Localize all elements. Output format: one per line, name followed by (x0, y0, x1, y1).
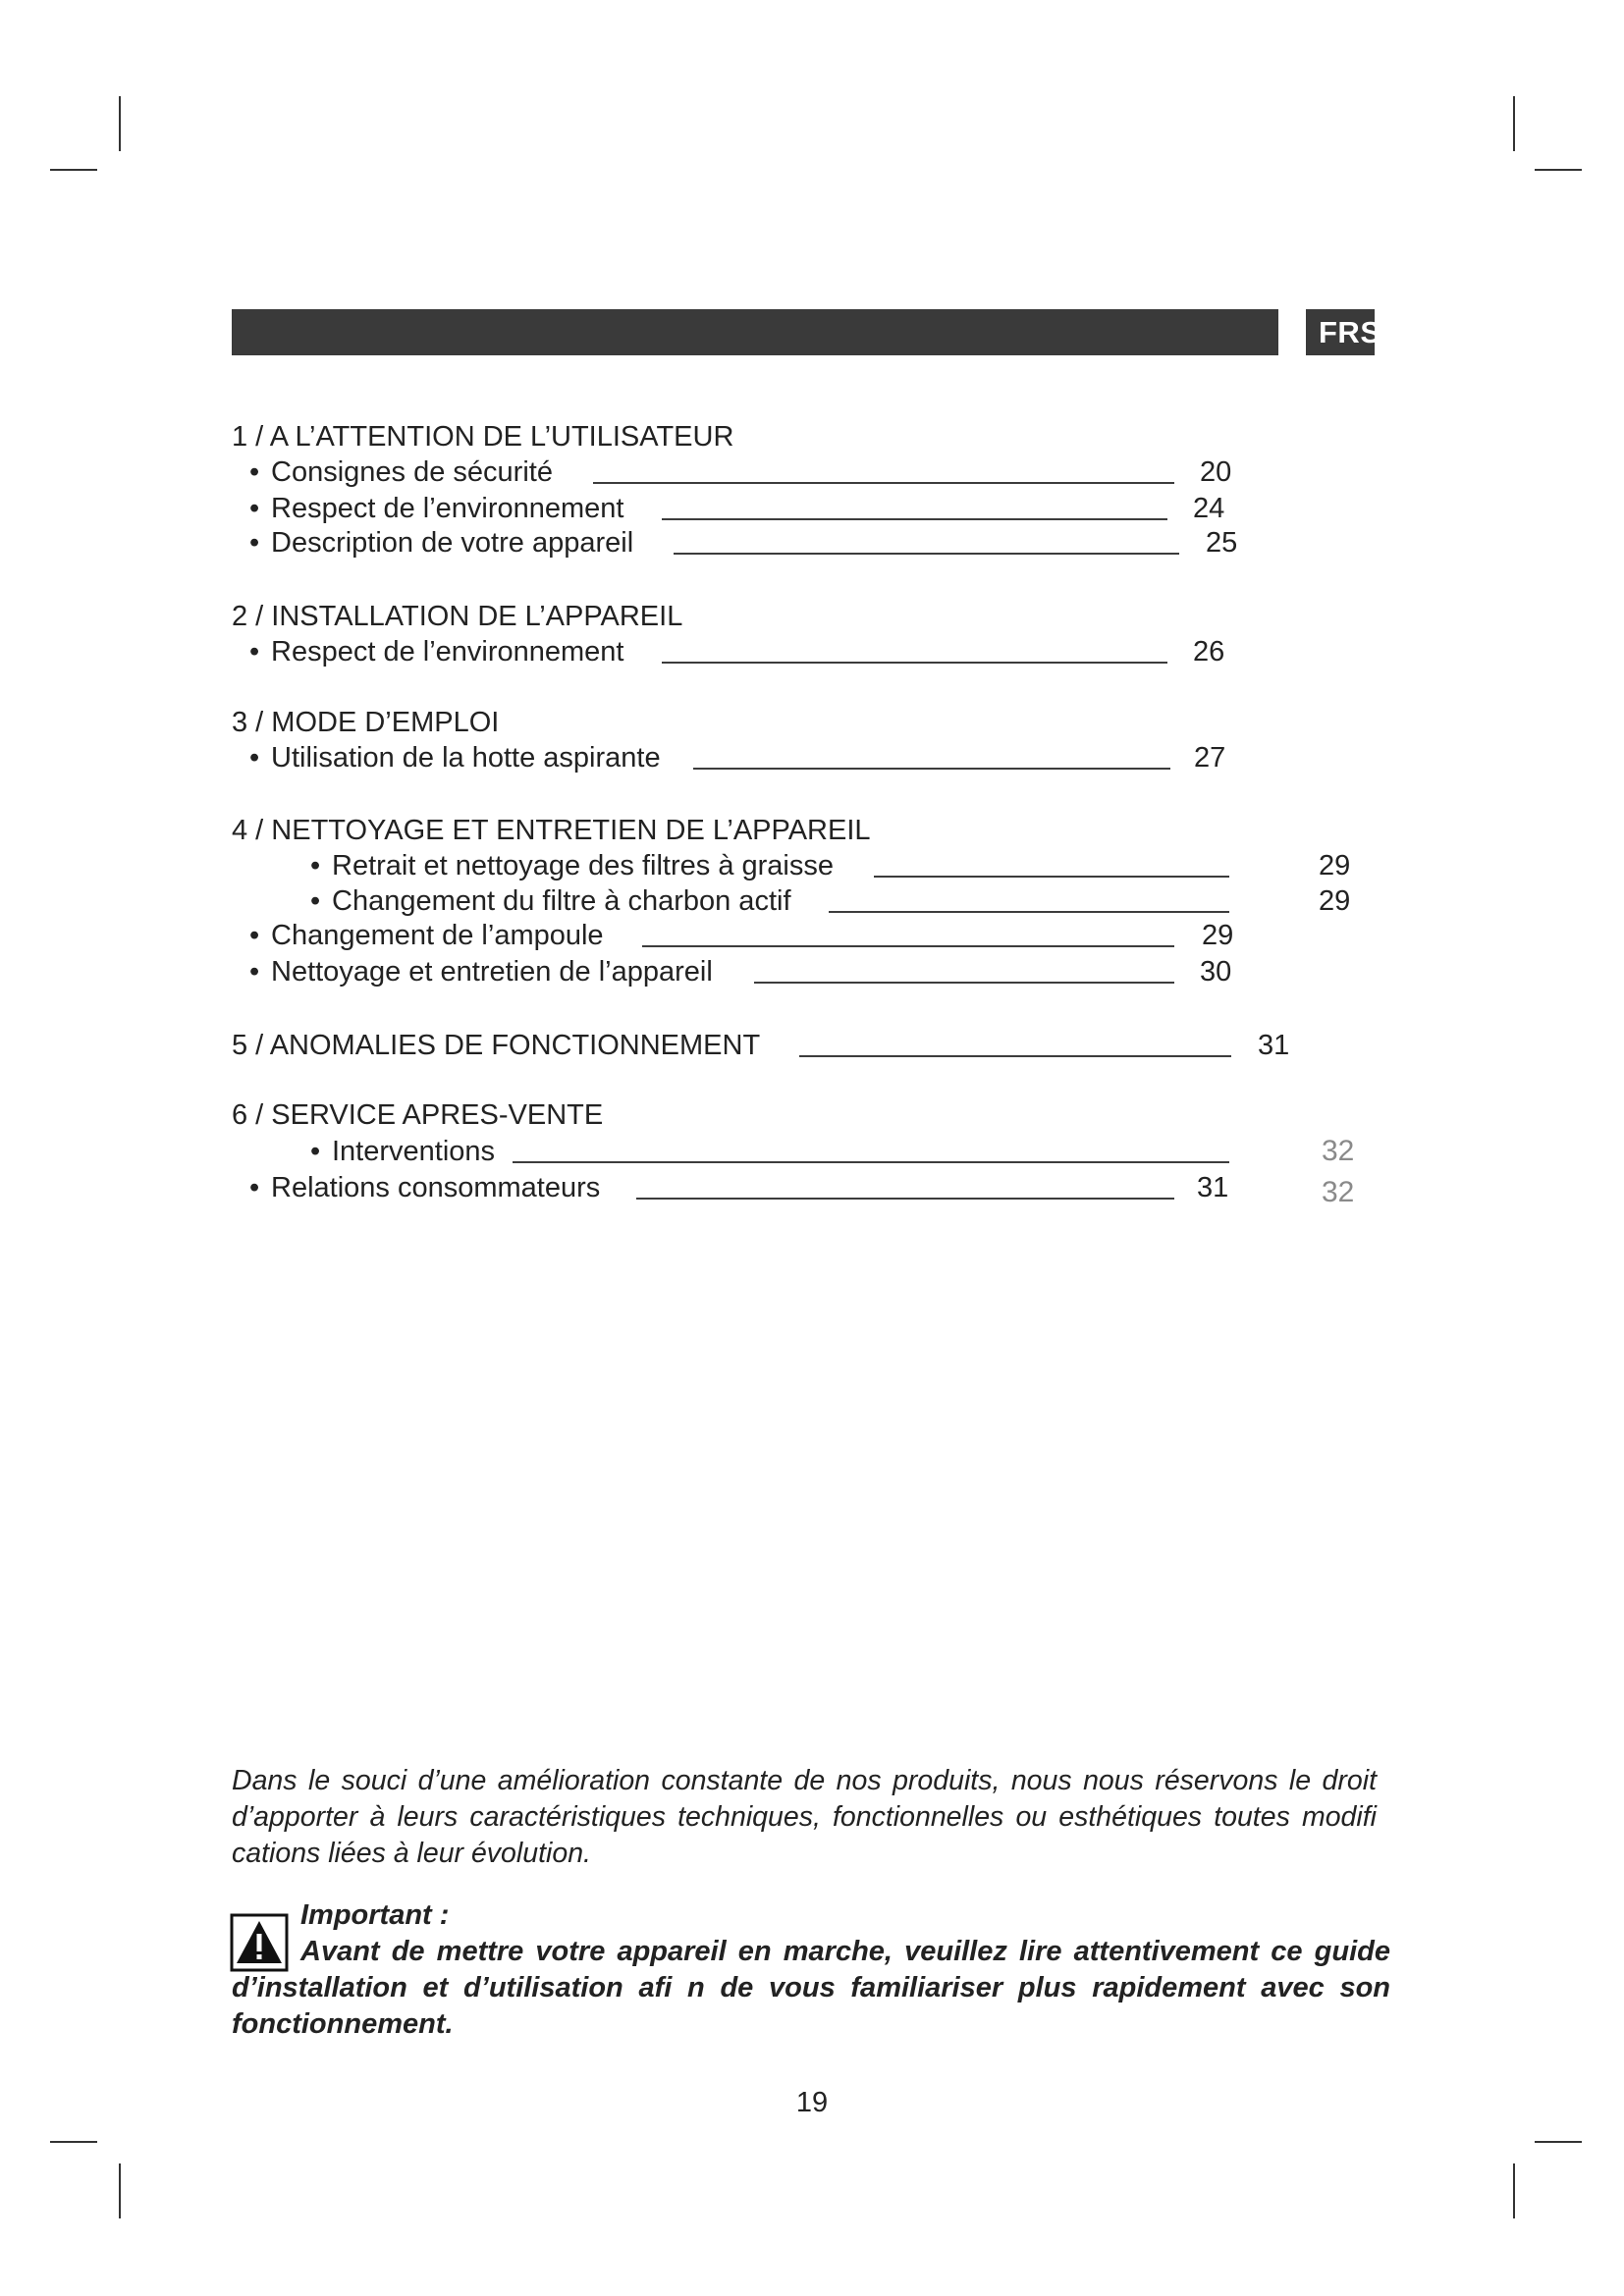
toc-item-label: Respect de l’environnement (271, 636, 624, 667)
toc-item-page: 27 (1194, 742, 1226, 774)
section-title: 1 / A L’ATTENTION DE L’UTILISATEUR (232, 421, 734, 453)
bullet: • (249, 456, 260, 488)
toc-item[interactable] (249, 491, 1231, 526)
toc-item[interactable] (249, 918, 1234, 953)
dot-leader (593, 482, 1174, 484)
toc-item-page-alt: 32 (1322, 1176, 1355, 1208)
toc-item[interactable] (249, 1170, 1231, 1205)
bullet: • (249, 1172, 260, 1203)
toc-item[interactable] (249, 454, 1231, 490)
crop-mark (50, 2141, 97, 2143)
toc-item-page: 29 (1319, 850, 1351, 881)
toc-item-page: 30 (1200, 956, 1232, 988)
section-title: 3 / MODE D’EMPLOI (232, 707, 500, 738)
bullet: • (310, 1136, 321, 1167)
toc-item[interactable] (310, 848, 1292, 883)
toc-item-label: Nettoyage et entretien de l’appareil (271, 956, 713, 988)
section-title: 2 / INSTALLATION DE L’APPAREIL (232, 601, 683, 632)
toc-item-page: 20 (1200, 456, 1232, 488)
toc-item[interactable] (232, 1028, 1272, 1063)
bullet: • (310, 850, 321, 881)
toc-item-page: 29 (1202, 920, 1234, 951)
language-tab: FRS (1306, 309, 1375, 355)
bullet: • (249, 956, 260, 988)
toc-item-page: 32 (1322, 1135, 1355, 1167)
dot-leader (693, 768, 1170, 770)
toc-item[interactable] (249, 740, 1231, 775)
toc-item-label: Retrait et nettoyage des filtres à graisse (332, 850, 834, 881)
disclaimer-note: Dans le souci d’une amélioration constante de nos produits, nous nous réservons le droit d’apporter à leurs caractéristiques techniques, fonctionnelles ou esthétiques toutes modifi cations liées à leur évolution. (232, 1765, 1377, 1869)
bullet: • (249, 636, 260, 667)
dot-leader (754, 982, 1174, 984)
toc-item-label: Changement du filtre à charbon actif (332, 885, 791, 917)
dot-leader (662, 518, 1167, 520)
toc-item-label: Utilisation de la hotte aspirante (271, 742, 661, 774)
dot-leader (642, 945, 1174, 947)
section-title: 6 / SERVICE APRES-VENTE (232, 1099, 604, 1131)
toc-item[interactable] (249, 634, 1231, 669)
section-title: 4 / NETTOYAGE ET ENTRETIEN DE L’APPAREIL (232, 815, 871, 846)
bullet: • (310, 885, 321, 917)
bullet: • (249, 920, 260, 951)
section-title: 5 / ANOMALIES DE FONCTIONNEMENT (232, 1030, 761, 1061)
toc-item-page: 31 (1197, 1172, 1229, 1203)
crop-mark (119, 2163, 121, 2218)
toc-item[interactable] (249, 954, 1231, 989)
dot-leader (829, 911, 1229, 913)
toc-item-page: 25 (1206, 527, 1238, 559)
important-body: Avant de mettre votre appareil en marche, veuillez lire attentivement ce guide d’installation et d’utilisation afi n de vous familiariser plus rapidement avec son fonctionnement. (232, 1936, 1390, 2040)
dot-leader (799, 1055, 1231, 1057)
toc-item[interactable] (310, 883, 1292, 919)
toc-item-label: Interventions (332, 1136, 496, 1167)
toc-item-label: Respect de l’environnement (271, 493, 624, 524)
dot-leader (874, 876, 1229, 878)
crop-mark (1513, 2163, 1515, 2218)
bullet: • (249, 527, 260, 559)
bullet: • (249, 493, 260, 524)
page-number: 19 (795, 2087, 829, 2118)
crop-mark (1535, 2141, 1582, 2143)
toc-item-page: 24 (1193, 493, 1225, 524)
dot-leader (662, 662, 1167, 664)
dot-leader (674, 553, 1179, 555)
toc-item-label: Consignes de sécurité (271, 456, 553, 488)
toc-item-page: 26 (1193, 636, 1225, 667)
toc-item-page: 29 (1319, 885, 1351, 917)
toc-item-page: 31 (1258, 1030, 1290, 1061)
toc-item-label: Description de votre appareil (271, 527, 634, 559)
bullet: • (249, 742, 260, 774)
important-title: Important : (300, 1899, 450, 1931)
dot-leader (513, 1161, 1229, 1163)
toc-item-label: Changement de l’ampoule (271, 920, 604, 951)
toc-item[interactable] (249, 525, 1231, 561)
toc-item-label: Relations consommateurs (271, 1172, 601, 1203)
toc-item[interactable] (310, 1134, 1292, 1169)
dot-leader (636, 1198, 1174, 1200)
